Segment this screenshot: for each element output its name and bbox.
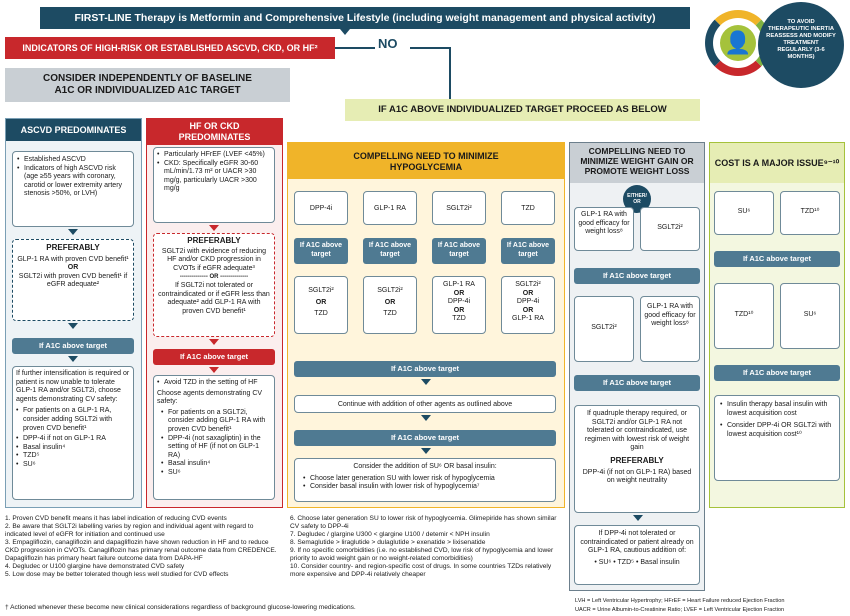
ascvd-option: • Basal insulin⁴ — [16, 444, 130, 453]
hf-criteria — [153, 147, 275, 223]
footnote: 6. Choose later generation SU to lower risk of hypoglycemia. Glimepiride has shown similar CV safety to DPP-4i — [290, 515, 557, 530]
preferably-label: PREFERABLY — [46, 243, 100, 252]
arrow-icon — [421, 415, 431, 421]
pref-option: If SGLT2i not tolerated or contraindicated or if eGFR less than adequate² add GLP-1 RA with proven CVD benefit¹ — [158, 281, 270, 315]
or-label: OR — [453, 289, 465, 297]
cost-option: • Insulin therapy basal insulin with lowest acquisition cost — [720, 401, 834, 418]
dpp-options: • SU⁶ • TZD⁵ • Basal insulin — [594, 558, 680, 566]
footnote: 4. Degludec or U100 glargine have demonstrated CVD safety — [5, 563, 185, 570]
hypo-drug: DPP-4i — [294, 191, 348, 225]
cost-column — [709, 142, 845, 508]
hf-title: HF OR CKD PREDOMINATES — [147, 119, 282, 145]
ascvd-option: • DPP-4i if not on GLP-1 RA — [16, 435, 130, 444]
or-label: -------------- OR -------------- — [179, 274, 249, 281]
hypo-title: COMPELLING NEED TO MINIMIZE HYPOGLYCEMIA — [288, 143, 564, 179]
drug-text: SGLT2i² — [308, 287, 334, 294]
abbrev-2: UACR = Urine Albumin-to-Creatinine Ratio; LVEF = Left Ventricular Ejection Fraction — [575, 607, 785, 613]
pref-option: DPP-4i (if not on GLP-1 RA) based on weight neutrality — [582, 468, 692, 485]
weight-drug-1: GLP-1 RA with good efficacy for weight loss⁸ — [574, 207, 634, 251]
weight-second-1: SGLT2i² — [574, 296, 634, 362]
abbrev-1: LVH = Left Ventricular Hypertrophy; HFrEF = Heart Failure reduced Ejection Fraction — [575, 598, 785, 604]
hf-option: • SU⁶ — [161, 469, 271, 478]
drug-text: TZD — [314, 310, 328, 318]
cost-drug-2: TZD¹⁰ — [780, 191, 840, 235]
weight-dpp — [574, 525, 700, 585]
no-connector-down — [449, 47, 451, 99]
hypo-ifa1c: If A1C above target — [294, 238, 348, 264]
footnotes-mid — [290, 515, 565, 579]
or-label: OR — [522, 306, 534, 314]
preferably-label: PREFERABLY — [187, 236, 241, 245]
no-label: NO — [378, 36, 398, 51]
ascvd-option: • SU⁶ — [16, 461, 130, 470]
preferably-label: PREFERABLY — [610, 455, 664, 465]
footnotes-left — [5, 515, 280, 579]
footnote: 2. Be aware that SGLT2i labelling varies by region and individual agent with regard to indicated level of eGFR for initiation and continued use — [5, 523, 254, 538]
badge-text: TO AVOID THERAPEUTIC INERTIA REASSESS AND MODIFY TREATMENT REGULARLY (3-6 MONTHS) — [758, 2, 844, 88]
hypo-option: • Choose later generation SU with lower risk of hypoglycemia — [303, 475, 547, 484]
pref-option: SGLT2i with proven CVD benefit¹ if eGFR adequate² — [18, 272, 128, 289]
or-label: OR — [522, 289, 534, 297]
hf-above-target: If A1C above target — [153, 349, 275, 365]
arrow-icon — [209, 225, 219, 231]
footnote: 8. Semaglutide > liraglutide > dulaglutide > exenatide > lixisenatide — [290, 539, 486, 546]
ascvd-bullet: • Established ASCVD — [17, 156, 129, 165]
ascvd-criteria — [12, 151, 134, 227]
hf-option: • DPP-4i (not saxagliptin) in the setting of HF (if not on GLP-1 RA) — [161, 435, 271, 461]
drug-text: SGLT2i² — [515, 281, 541, 288]
or-label: OR — [315, 298, 327, 306]
pref-option: GLP-1 RA with proven CVD benefit¹ — [17, 255, 129, 263]
hypo-continue: Continue with addition of other agents as outlined above — [294, 395, 556, 413]
hypo-ifa1c: If A1C above target — [363, 238, 417, 264]
weight-quad — [574, 405, 700, 513]
arrow-icon — [68, 323, 78, 329]
or-label: OR — [453, 306, 465, 314]
dpp-text: If DPP-4i not tolerated or contraindicated or patient already on GLP-1 RA, cautious addition of: — [580, 530, 694, 555]
drug-text: TZD — [383, 310, 397, 318]
arrow-icon — [68, 229, 78, 235]
drug-text: SGLT2i² — [377, 287, 403, 294]
ascvd-bullet: • Indicators of high ASCVD risk (age ≥55 years with coronary, carotid or lower extremity artery stenosis >50%, or LVH) — [17, 165, 129, 199]
cost-above-target: If A1C above target — [714, 251, 840, 267]
hypo-consider — [294, 458, 556, 502]
ascvd-further — [12, 366, 134, 500]
pref-option: SGLT2i with evidence of reducing HF and/or CKD progression in CVOTs if eGFR adequate³ — [161, 247, 267, 272]
cost-options — [714, 395, 840, 481]
hypo-second — [432, 276, 486, 334]
person-icon: 👤 — [720, 25, 756, 61]
drug-text: GLP-1 RA — [512, 315, 544, 323]
drug-text: DPP-4i — [516, 298, 540, 306]
hypo-drug: GLP-1 RA — [363, 191, 417, 225]
indicators-banner: INDICATORS OF HIGH-RISK OR ESTABLISHED ASCVD, CKD, OR HF² — [5, 37, 335, 59]
footnote: 10. Consider country- and region-specific cost of drugs. In some countries TZDs relatively more expensive and DPP-4i relatively cheaper — [290, 563, 552, 578]
hf-bullet: • CKD: Specifically eGFR 30-60 mL/min/1.73 m² or UACR >30 mg/g, particularly UACR >300 mg/g — [157, 160, 271, 194]
ascvd-option: • For patients on a GLP-1 RA, consider adding SGLT2i with proven CVD benefit¹ — [16, 407, 130, 433]
footnote: 5. Low dose may be better tolerated though less well studied for CVD effects — [5, 571, 229, 578]
hypo-option: • Consider basal insulin with lower risk of hypoglycemia⁷ — [303, 483, 547, 492]
hf-option: • Basal insulin⁴ — [161, 460, 271, 469]
consider-banner: CONSIDER INDEPENDENTLY OF BASELINE A1C OR INDIVIDUALIZED A1C TARGET — [5, 68, 290, 102]
footnote: 3. Empagliflozin, canagliflozin and dapagliflozin have shown reduction in HF and to reduce CKD progression in CVOTs. Canagliflozin has primary renal outcome data from CREDENCE. Dapagliflozin has primary heart failure outcome data from DAPA-HF — [5, 539, 277, 562]
reassess-badge — [700, 2, 845, 88]
weight-above-target: If A1C above target — [574, 268, 700, 284]
choose-text: Choose agents demonstrating CV safety: — [157, 389, 263, 406]
weight-second-2: GLP-1 RA with good efficacy for weight loss⁸ — [640, 296, 700, 362]
footnote-bottom: † Actioned whenever these become new clinical considerations regardless of background glucose-lowering medications. — [5, 604, 356, 611]
arrow-icon — [421, 379, 431, 385]
ascvd-title: ASCVD PREDOMINATES — [6, 119, 141, 141]
cost-second-2: SU⁶ — [780, 283, 840, 349]
hypo-ifa1c: If A1C above target — [501, 238, 555, 264]
arrow-icon — [421, 448, 431, 454]
if-above-banner: IF A1C ABOVE INDIVIDUALIZED TARGET PROCEED AS BELOW — [345, 99, 700, 121]
cost-drug-1: SU⁶ — [714, 191, 774, 235]
arrow-icon — [209, 367, 219, 373]
cost-title: COST IS A MAJOR ISSUE⁹⁻¹⁰ — [710, 143, 844, 183]
hf-bullet: • Particularly HFrEF (LVEF <45%) — [157, 151, 271, 160]
hypo-column — [287, 142, 565, 508]
hypo-second — [501, 276, 555, 334]
hf-choose — [153, 375, 275, 500]
drug-text: TZD — [452, 315, 466, 323]
ascvd-option: • TZD⁵ — [16, 452, 130, 461]
first-line-header: FIRST-LINE Therapy is Metformin and Comprehensive Lifestyle (including weight management and physical activity) — [40, 7, 690, 29]
arrow-icon — [68, 356, 78, 362]
weight-column — [569, 142, 705, 591]
hypo-second — [294, 276, 348, 334]
ascvd-column — [5, 118, 142, 508]
further-text: If further intensification is required or patient is now unable to tolerate GLP-1 RA and/or SGLT2i, choose agents demonstrating CV safety: — [16, 370, 130, 403]
footnote: 1. Proven CVD benefit means it has label indication of reducing CVD events — [5, 515, 227, 522]
weight-above-target-2: If A1C above target — [574, 375, 700, 391]
either-or-badge: EITHER/ OR — [623, 185, 651, 213]
ascvd-above-target: If A1C above target — [12, 338, 134, 354]
hf-option: • For patients on a SGLT2i, consider adding GLP-1 RA with proven CVD benefit¹ — [161, 409, 271, 435]
weight-drug-2: SGLT2i² — [640, 207, 700, 251]
drug-text: GLP-1 RA — [443, 281, 475, 288]
cost-second-1: TZD¹⁰ — [714, 283, 774, 349]
footnote: 7. Degludec / glargine U300 < glargine U100 / detemir < NPH insulin — [290, 531, 490, 538]
hypo-above-target-2: If A1C above target — [294, 430, 556, 446]
no-connector-right — [410, 47, 450, 49]
consider-text: Consider the addition of SU⁶ OR basal insulin: — [353, 463, 497, 470]
hypo-above-target: If A1C above target — [294, 361, 556, 377]
footnote: 9. If no specific comorbidities (i.e. no established CVD, low risk of hypoglycemia and lower priority to avoid weight gain or no weight-related comorbidities) — [290, 547, 554, 562]
hf-column — [146, 118, 283, 508]
hypo-drug: SGLT2i² — [432, 191, 486, 225]
arrow-icon — [633, 515, 643, 521]
cost-option: • Consider DPP-4i OR SGLT2i with lowest acquisition cost¹⁰ — [720, 422, 834, 439]
drug-text: DPP-4i — [447, 298, 471, 306]
arrow-icon — [340, 29, 350, 35]
ascvd-preferably — [12, 239, 134, 321]
or-label: OR — [67, 264, 79, 272]
hf-preferably — [153, 233, 275, 337]
weight-title: COMPELLING NEED TO MINIMIZE WEIGHT GAIN OR PROMOTE WEIGHT LOSS — [570, 143, 704, 183]
arrow-icon — [209, 339, 219, 345]
cost-above-target-2: If A1C above target — [714, 365, 840, 381]
hf-avoid: • Avoid TZD in the setting of HF — [157, 379, 271, 388]
hypo-drug: TZD — [501, 191, 555, 225]
no-connector — [335, 47, 375, 49]
hypo-ifa1c: If A1C above target — [432, 238, 486, 264]
quad-text: If quadruple therapy required, or SGLT2i and/or GLP-1 RA not tolerated or contraindicated, use regimen with lowest risk of weight gain — [584, 410, 690, 452]
or-label: OR — [384, 298, 396, 306]
hypo-second — [363, 276, 417, 334]
